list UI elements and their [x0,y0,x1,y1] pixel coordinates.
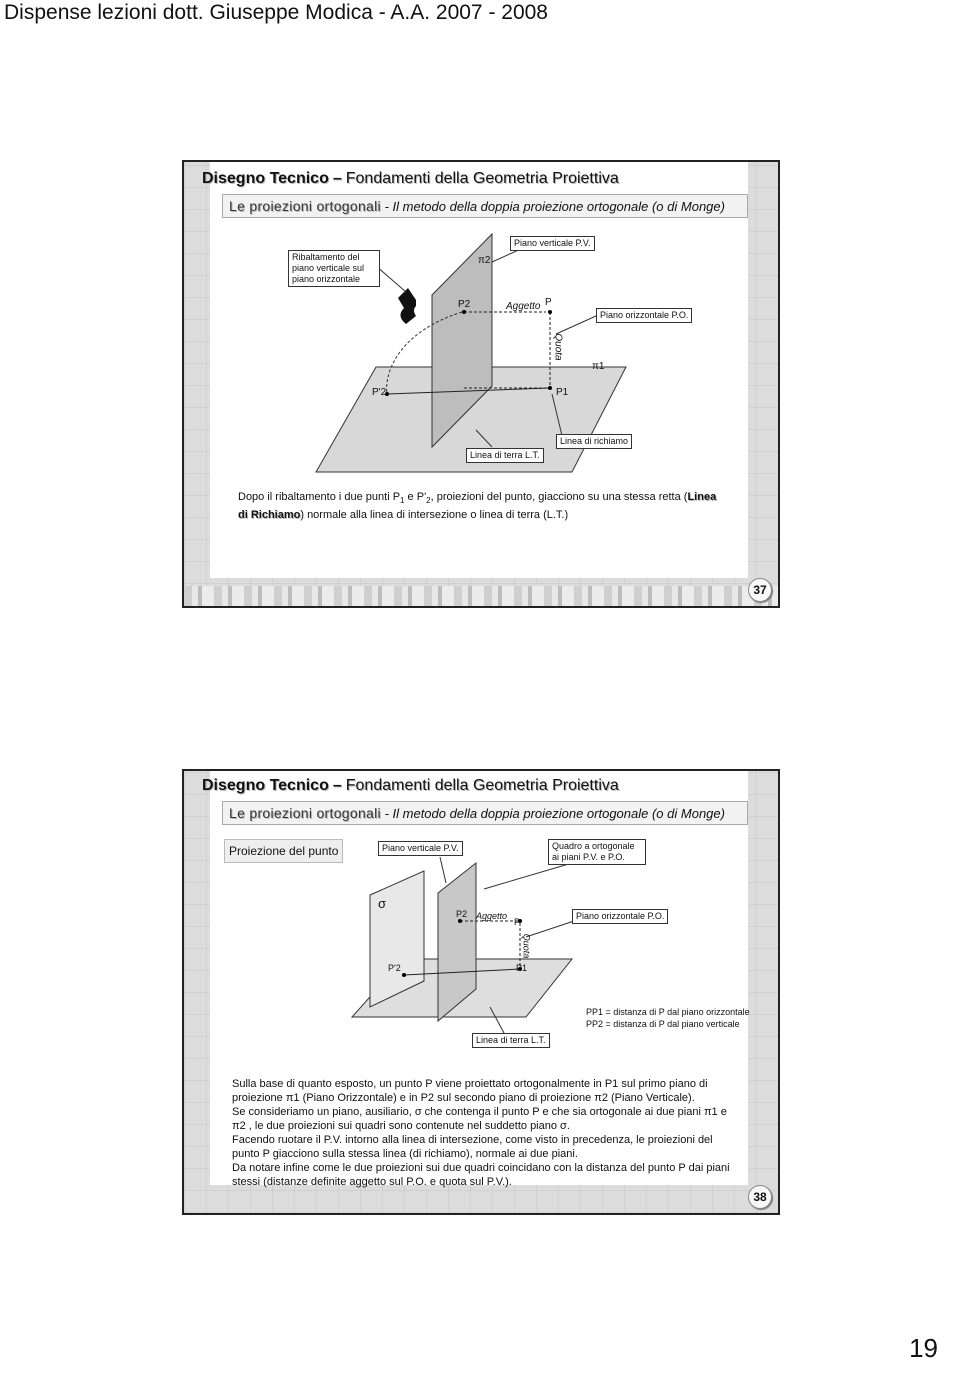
label-aggetto: Aggetto [506,301,541,312]
label-aggetto: Aggetto [476,911,508,921]
label-p: P [545,297,552,308]
label-piano-verticale: Piano verticale P.V. [378,841,463,856]
slide-subtitle: Le proiezioni ortogonali - Il metodo della doppia proiezione ortogonale (o di Monge) [222,801,748,825]
label-quota: Quota [552,333,564,361]
label-p1: P1 [556,387,569,398]
label-linea-richiamo: Linea di richiamo [556,434,632,449]
monge-diagram [184,162,778,606]
slide-title: Disegno Tecnico – Fondamenti della Geometria Proiettiva [202,777,619,794]
section-label: Proiezione del punto [224,839,343,863]
label-p2: P2 [458,299,471,310]
label-ribaltamento: Ribaltamento del piano verticale sul piano orizzontale [288,250,380,287]
paragraph-4: Da notare infine come le due proiezioni sui due quadri coincidano con la distanza del punto P dai piani stessi (distanze definite aggetto sul P.O. e quota sul P.V.). [232,1162,730,1188]
rotation-arrow-icon [398,288,416,324]
label-pp2: PP2 = distanza di P dal piano verticale [586,1019,740,1029]
page-number: 19 [909,1333,938,1363]
label-p2-prime: P'2 [388,963,401,973]
slide-number-badge: 38 [748,1185,772,1209]
label-piano-orizzontale: Piano orizzontale P.O. [572,909,668,924]
slide-paragraphs [232,1077,737,1189]
label-pi2: π2 [478,255,491,266]
paragraph-1: Sulla base di quanto esposto, un punto P viene proiettato ortogonalmente in P1 sul primo piano di proiezione π1 (Piano Orizzontale) e in P2 sul secondo piano di proiezione π2 (Piano Verticale). [232,1078,708,1104]
label-piano-orizzontale: Piano orizzontale P.O. [596,308,692,323]
slide-caption: Dopo il ribaltamento i due punti $P_1$ e $P'_2$, proiezioni del punto, giacciono su una stessa retta (Linea di Richiamo) normale alla linea di intersezione o linea di terra (L.T.) [238,491,717,522]
label-pp1: PP1 = distanza di P dal piano orizzontale [586,1007,750,1017]
label-linea-terra: Linea di terra L.T. [466,448,544,463]
slide-subtitle: Le proiezioni ortogonali - Il metodo della doppia proiezione ortogonale (o di Monge) [222,194,748,218]
paragraph-3: Facendo ruotare il P.V. intorno alla linea di intersezione, come visto in precedenza, le proiezioni del punto P giacciono sulla stessa linea (di richiamo), normale ai due piani. [232,1134,713,1160]
label-quadro: Quadro a ortogonale ai piani P.V. e P.O. [548,839,646,865]
paragraph-2: Se consideriamo un piano, ausiliario, σ che contenga il punto P e che sia ortogonale ai due piani π1 e π2 , le due proiezioni sui quadri sono contenute nel suddetto piano σ. [232,1106,727,1132]
slide-38 [182,769,780,1215]
slide-number-badge: 37 [748,578,772,602]
slide-title: Disegno Tecnico – Fondamenti della Geometria Proiettiva [202,170,619,187]
label-p1: P1 [516,963,528,973]
label-linea-terra: Linea di terra L.T. [472,1033,550,1048]
slide-37 [182,160,780,608]
label-quota: Quota [521,933,532,959]
page-header: Dispense lezioni dott. Giuseppe Modica - A.A. 2007 - 2008 [4,1,548,24]
label-p2-prime: P'2 [372,387,387,398]
label-piano-verticale: Piano verticale P.V. [510,236,595,251]
label-p: P [514,917,521,927]
label-sigma: σ [378,896,387,911]
label-p2: P2 [456,909,468,919]
label-pi1: π1 [592,361,605,372]
